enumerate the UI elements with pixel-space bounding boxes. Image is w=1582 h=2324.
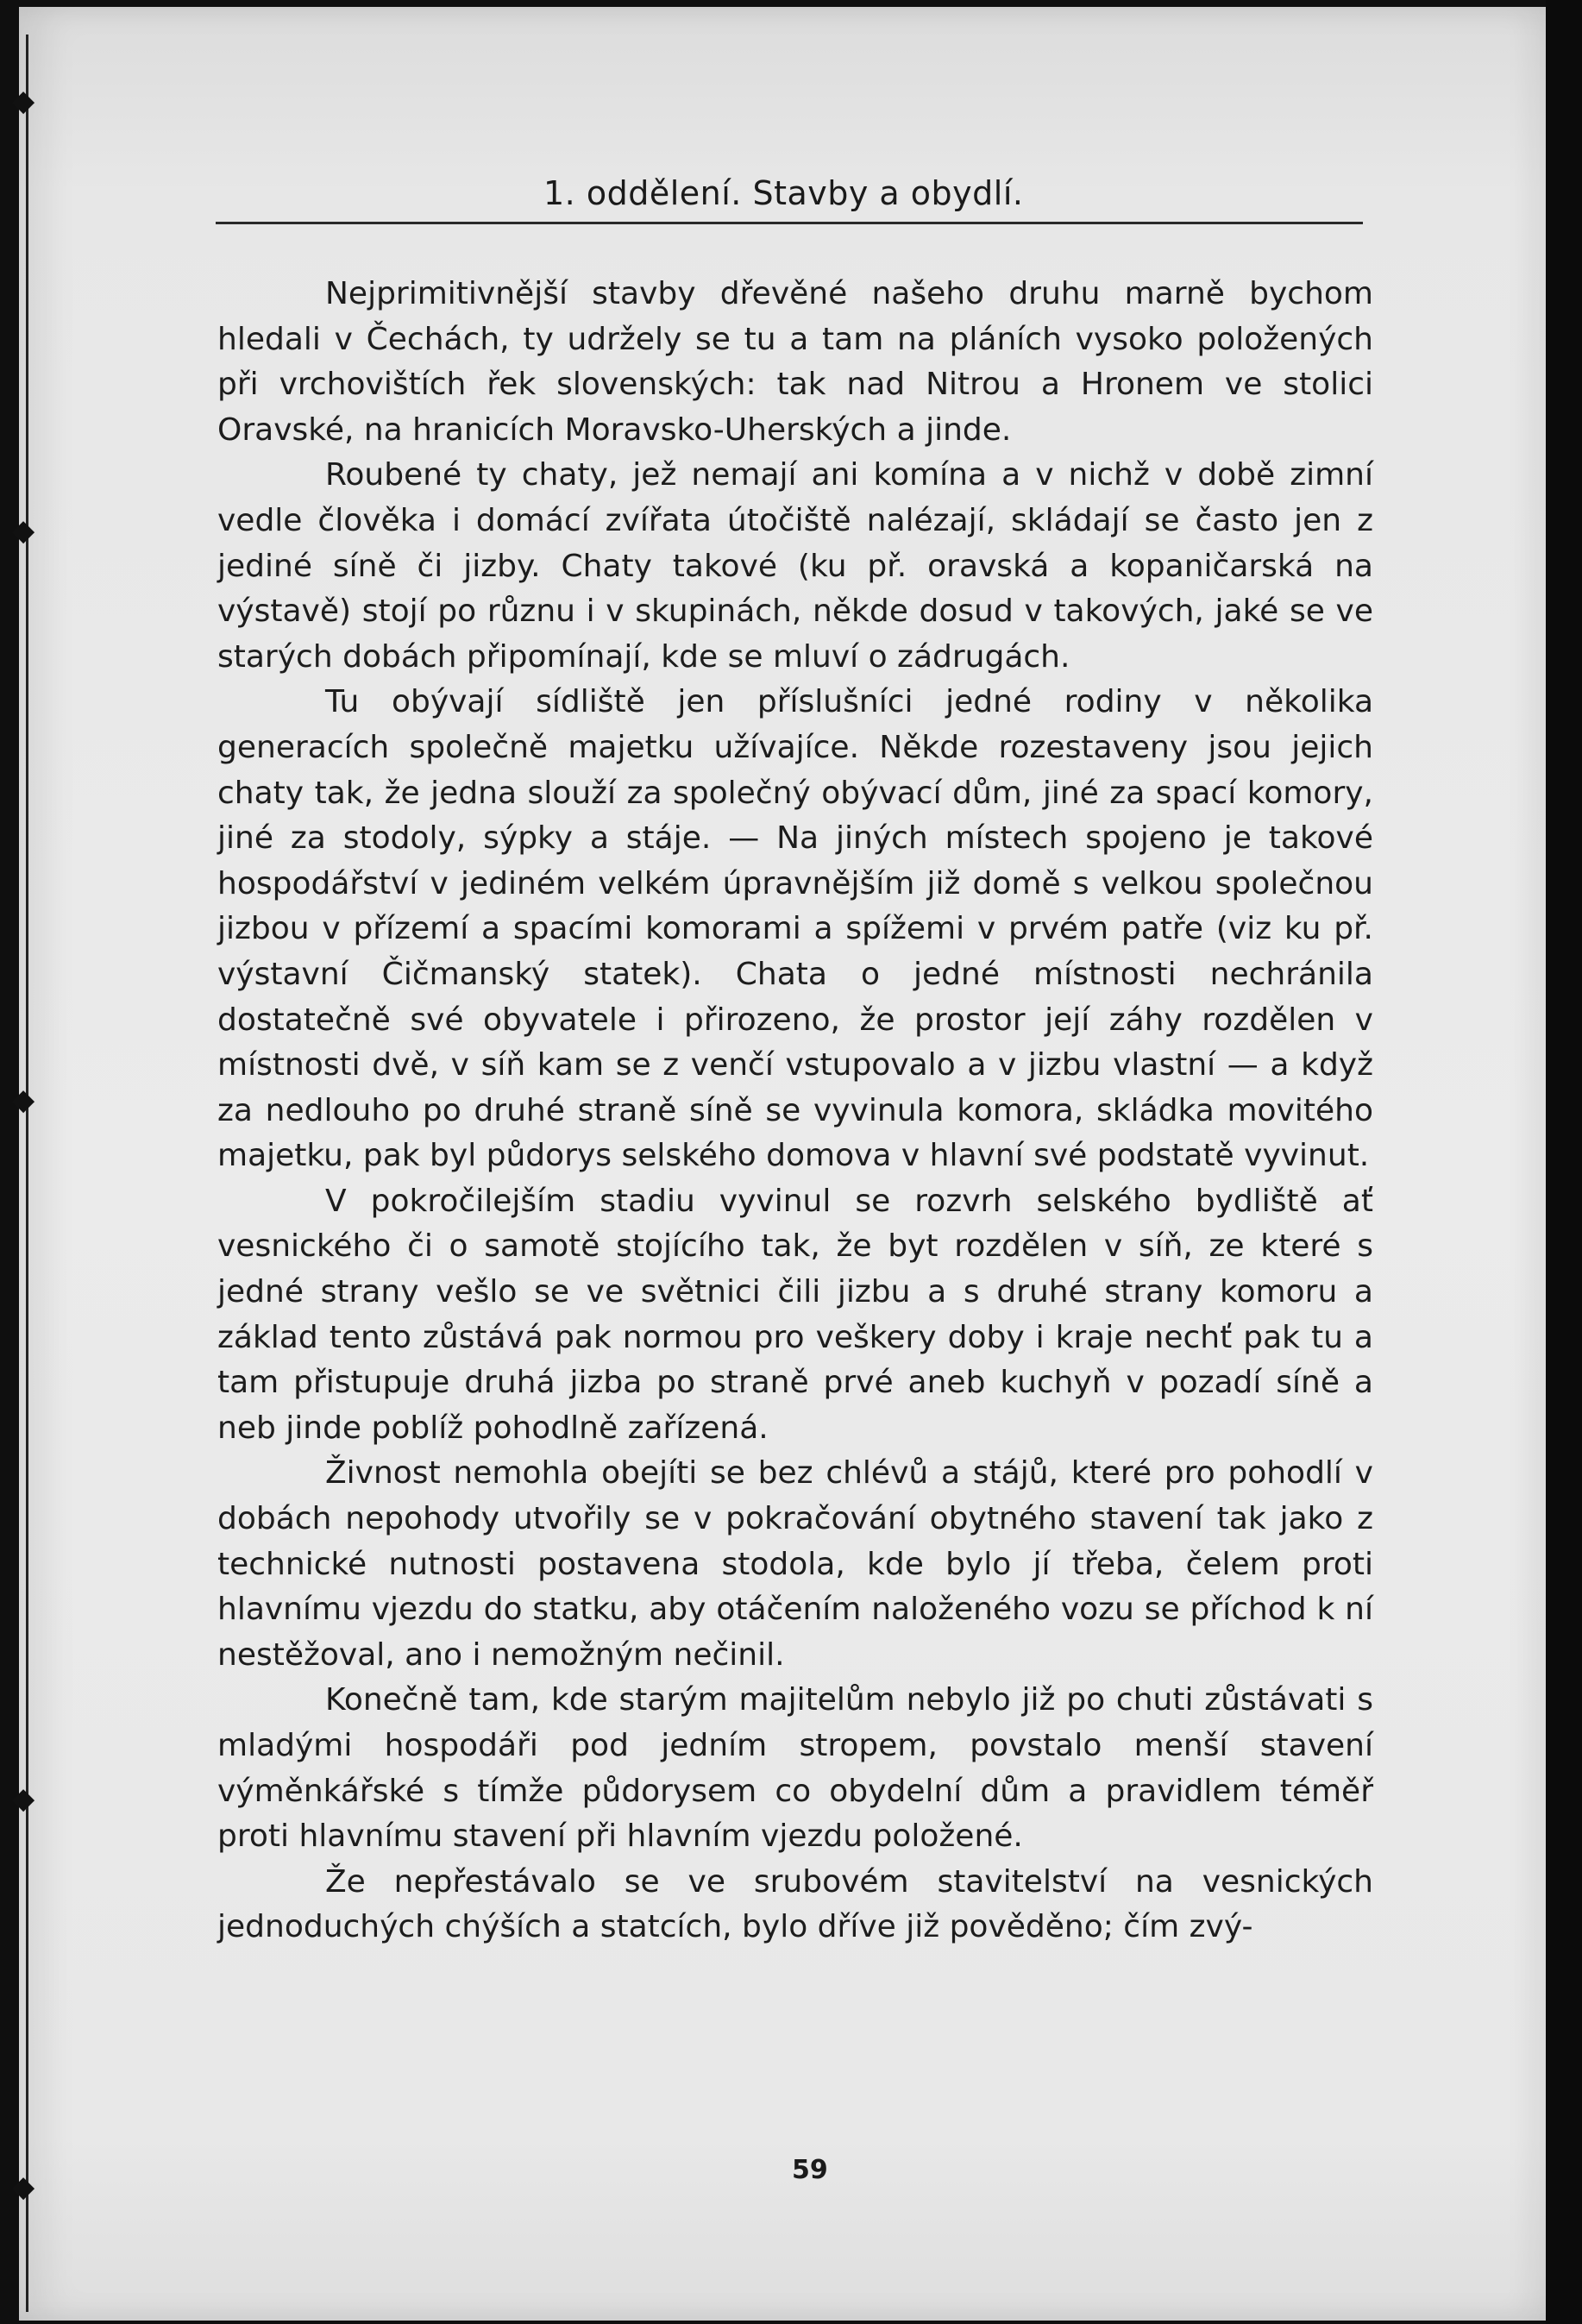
- body-text: [217, 272, 1373, 1950]
- running-header: 1. oddělení. Stavby a obydlí.: [543, 174, 1024, 212]
- paragraph: V pokročilejším stadiu vyvinul se rozvrh selského bydliště ať vesnického či o samotě stojícího tak, že byt rozdělen v síň, ze které s jedné strany vešlo se ve světnici čili jizbu a s druhé strany komoru a základ tento zůstává pak normou pro veškery doby i kraje nechť pak tu a tam přistupuje druhá jizba po straně prvé aneb kuchyň v pozadí síně a neb jinde poblíž pohodlně zařízená.: [217, 1183, 1373, 1446]
- binding-mark: ◆: [12, 513, 35, 548]
- scan-edge: [1546, 0, 1582, 2324]
- paragraph: Že nepřestávalo se ve srubovém stavitelství na vesnických jednoduchých chýších a statcích, bylo dříve již pověděno; čím zvý-: [217, 1863, 1373, 1945]
- binding-mark: ◆: [12, 1083, 35, 1117]
- paragraph: Roubené ty chaty, jež nemají ani komína a v nichž v době zimní vedle člověka i domácí zvířata útočiště nalézají, skládají se často jen z jediné síně či jizby. Chaty takové (ku př. oravská a kopaničarská na výstavě) stojí po různu i v skupinách, někde dosud v takových, jaké se ve starých dobách připomínají, kde se mluví o zádrugách.: [217, 457, 1373, 675]
- binding-edge: [26, 35, 28, 2312]
- paragraph: Konečně tam, kde starým majitelům nebylo již po chuti zůstávati s mladými hospodáři pod jedním stropem, povstalo menší stavení výměnkářské s tímže půdorysem co obydelní dům a pravidlem téměř proti hlavnímu stavení při hlavním vjezdu položené.: [217, 1682, 1373, 1855]
- binding-mark: ◆: [12, 1781, 35, 1816]
- header-rule: [216, 222, 1363, 224]
- page-number: 59: [792, 2155, 828, 2185]
- paragraph: Tu obývají sídliště jen příslušníci jedné rodiny v několika generacích společně majetku užívajíce. Někde rozestaveny jsou jejich chaty tak, že jedna slouží za společný obývací dům, jiné za spací komory, jiné za stodoly, sýpky a stáje. — Na jiných místech spojeno je takové hospodářství v jediném velkém úpravnějším již domě s velkou společnou jizbou v přízemí a spacími komorami a spížemi v prvém patře (viz ku př. výstavní Čičmanský statek). Chata o jedné místnosti nechránila dostatečně své obyvatele i přirozeno, že prostor její záhy rozdělen v místnosti dvě, v síň kam se z venčí vstupovalo a v jizbu vlastní — a když za nedlouho po druhé straně síně se vyvinula komora, skládka movitého majetku, pak byl půdorys selského domova v hlavní své podstatě vyvinut.: [217, 684, 1373, 1174]
- binding-mark: ◆: [12, 84, 35, 118]
- binding-mark: ◆: [12, 2170, 35, 2204]
- paragraph: Živnost nemohla obejíti se bez chlévů a stájů, které pro pohodlí v dobách nepohody utvořily se v pokračování obytného stavení tak jako z technické nutnosti postavena stodola, kde bylo jí třeba, čelem proti hlavnímu vjezdu do statku, aby otáčením naloženého vozu se příchod k ní nestěžoval, ano i nemožným nečinil.: [217, 1455, 1373, 1673]
- paragraph: Nejprimitivnější stavby dřevěné našeho druhu marně bychom hledali v Čechách, ty udržely se tu a tam na pláních vysoko položených při vrchovištích řek slovenských: tak nad Nitrou a Hronem ve stolici Oravské, na hranicích Moravsko-Uherských a jinde.: [217, 276, 1373, 448]
